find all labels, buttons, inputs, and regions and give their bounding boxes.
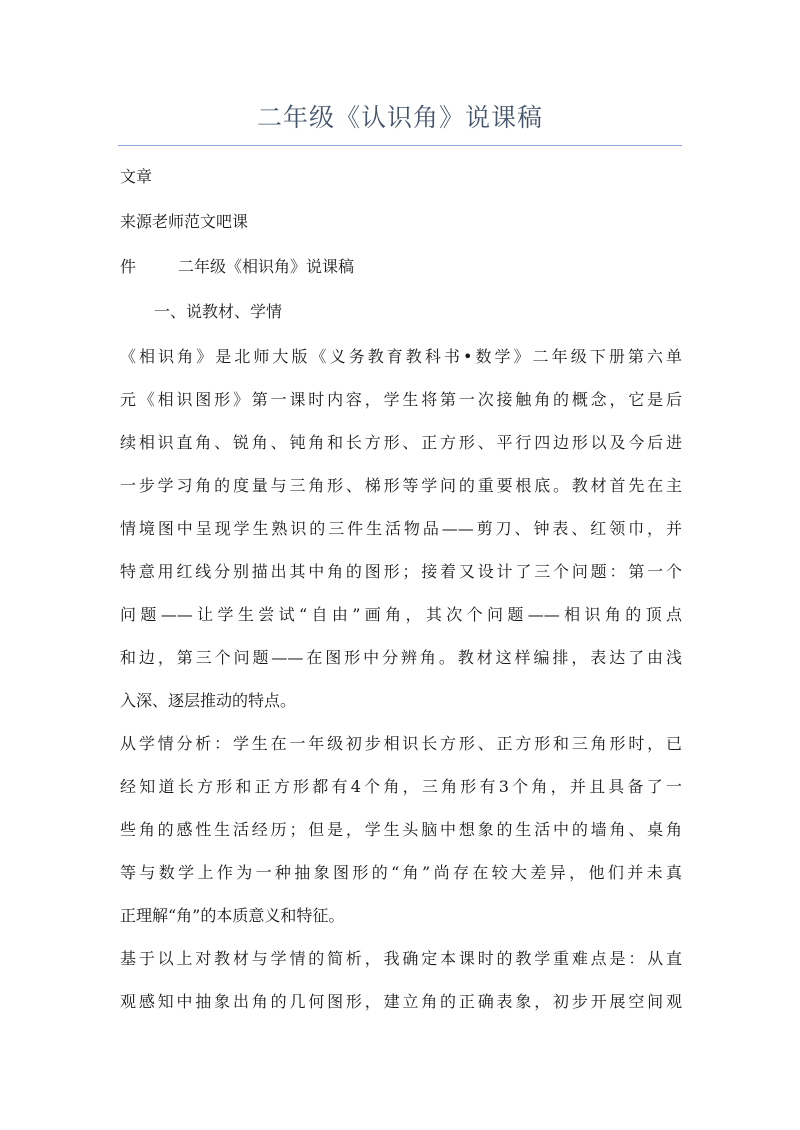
section-heading: 一、说教材、学情 bbox=[154, 302, 283, 321]
subtitle-line bbox=[120, 256, 682, 278]
paragraph-line: 一步学习角的度量与三角形、梯形等学问的重要根底。教材首先在主 bbox=[120, 476, 682, 495]
paragraph-line: 从学情分析：学生在一年级初步相识长方形、正方形和三角形时，已 bbox=[120, 734, 682, 753]
paragraph-line: 元《相识图形》第一课时内容，学生将第一次接触角的概念，它是后 bbox=[120, 390, 682, 409]
paragraph-line: 和边，第三个问题——在图形中分辨角。教材这样编排，表达了由浅 bbox=[120, 648, 682, 667]
paragraph-line: 问题——让学生尝试“自由”画角，其次个问题——相识角的顶点 bbox=[120, 605, 682, 624]
header-line-2: 来源老师范文吧课 bbox=[120, 212, 249, 231]
paragraph-line: 特意用红线分别描出其中角的图形；接着又设计了三个问题：第一个 bbox=[120, 562, 682, 581]
paragraph-line: 入深、逐层推动的特点。 bbox=[120, 691, 297, 710]
paragraph-line: 经知道长方形和正方形都有4个角，三角形有3个角，并且具备了一 bbox=[120, 777, 682, 796]
document-body bbox=[120, 166, 682, 1034]
paragraph-textbook bbox=[120, 346, 682, 712]
subtitle-prefix: 件 bbox=[120, 257, 137, 276]
paragraph-learners bbox=[120, 733, 682, 927]
paragraph-line: 续相识直角、锐角、钝角和长方形、正方形、平行四边形以及今后进 bbox=[120, 433, 682, 452]
paragraph-key-points bbox=[120, 948, 682, 1013]
subtitle-text: 二年级《相识角》说课稿 bbox=[178, 257, 355, 276]
paragraph-line: 等与数学上作为一种抽象图形的“角”尚存在较大差异，他们并未真 bbox=[120, 863, 682, 882]
header-line-1: 文章 bbox=[120, 167, 153, 186]
paragraph-line: 情境图中呈现学生熟识的三件生活物品——剪刀、钟表、红领巾，并 bbox=[120, 519, 682, 538]
paragraph-line: 基于以上对教材与学情的简析，我确定本课时的教学重难点是：从直 bbox=[120, 949, 682, 968]
paragraph-line: 观感知中抽象出角的几何图形，建立角的正确表象，初步开展空间观 bbox=[120, 992, 682, 1011]
document-title: 二年级《认识角》说课稿 bbox=[256, 103, 543, 132]
title-underline bbox=[118, 145, 682, 146]
paragraph-line: 《相识角》是北师大版《义务教育教科书•数学》二年级下册第六单 bbox=[120, 347, 682, 366]
paragraph-line: 些角的感性生活经历；但是，学生头脑中想象的生活中的墙角、桌角 bbox=[120, 820, 682, 839]
paragraph-line: 正理解“角”的本质意义和特征。 bbox=[120, 906, 345, 925]
